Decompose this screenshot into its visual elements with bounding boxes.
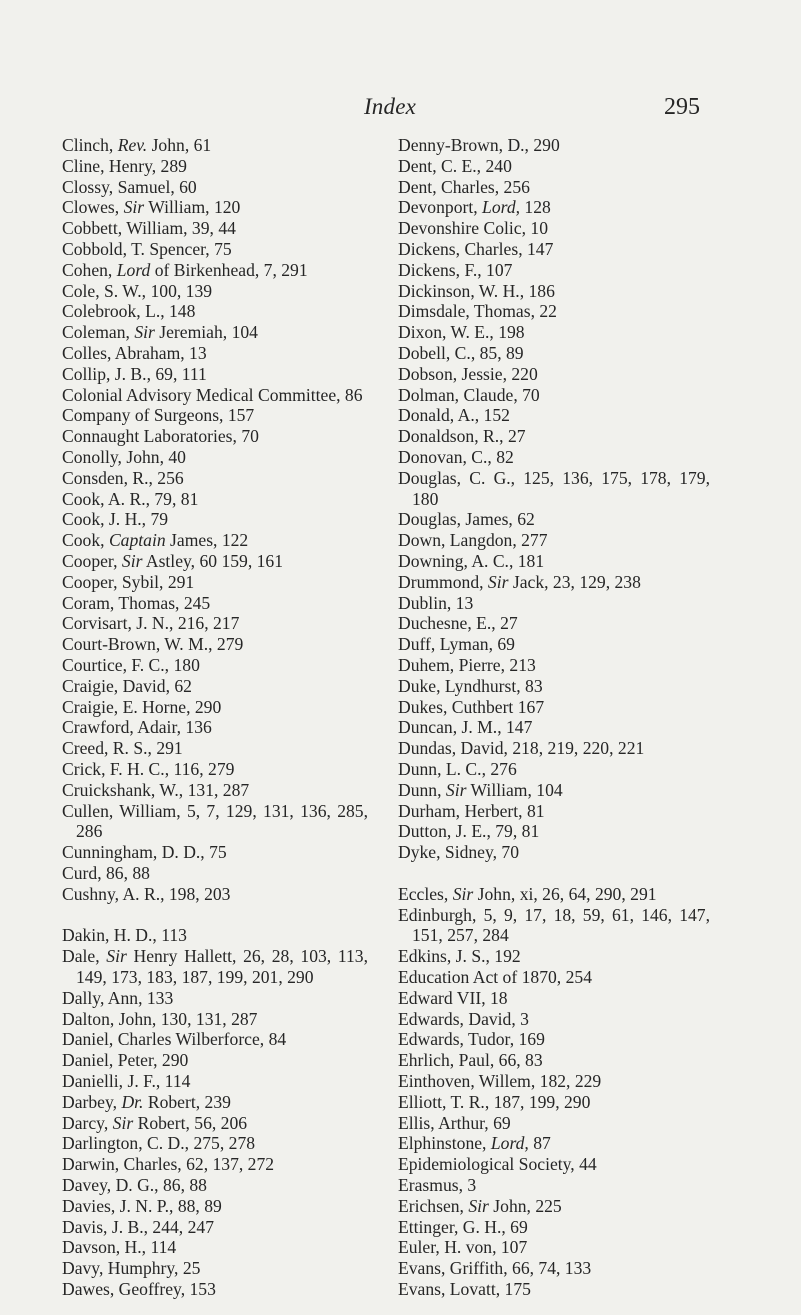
index-entry bbox=[62, 260, 368, 281]
index-entry bbox=[62, 1050, 368, 1071]
index-entry bbox=[398, 364, 710, 385]
entry-title: Dr. bbox=[121, 1091, 144, 1112]
entry-text: Dobell, C., 85, 89 bbox=[398, 342, 524, 363]
entry-text: Cooper, bbox=[62, 550, 122, 571]
entry-text-rest: Astley, 60 159, 161 bbox=[142, 550, 284, 571]
entry-text: Dawes, Geoffrey, 153 bbox=[62, 1279, 216, 1300]
entry-text: Craigie, David, 62 bbox=[62, 675, 192, 696]
index-entry bbox=[62, 634, 368, 655]
entry-text: Courtice, F. C., 180 bbox=[62, 654, 200, 675]
index-entry bbox=[62, 177, 368, 198]
entry-text-rest: John, 61 bbox=[147, 135, 212, 155]
index-entry bbox=[398, 1071, 710, 1092]
index-entry bbox=[62, 946, 368, 988]
index-entry bbox=[398, 1133, 710, 1154]
entry-text: Colles, Abraham, 13 bbox=[62, 342, 207, 363]
index-entry bbox=[62, 697, 368, 718]
entry-text: Coram, Thomas, 245 bbox=[62, 592, 211, 613]
index-entry bbox=[62, 717, 368, 738]
entry-text-rest: John, xi, 26, 64, 290, 291 bbox=[473, 883, 657, 904]
entry-text: Darbey, bbox=[62, 1091, 122, 1112]
entry-title: Sir bbox=[468, 1195, 489, 1216]
entry-text: Donaldson, R., 27 bbox=[398, 426, 526, 447]
entry-text: Dutton, J. E., 79, 81 bbox=[398, 821, 540, 842]
entry-title: Rev. bbox=[117, 135, 148, 155]
index-entry bbox=[398, 613, 710, 634]
index-entry bbox=[398, 1113, 710, 1134]
entry-text: Dent, Charles, 256 bbox=[398, 176, 530, 197]
index-entry bbox=[398, 572, 710, 593]
index-entry bbox=[398, 821, 710, 842]
index-entry bbox=[398, 260, 710, 281]
index-entry bbox=[62, 1092, 368, 1113]
entry-text: Dalton, John, 130, 131, 287 bbox=[62, 1008, 258, 1029]
index-entry bbox=[62, 156, 368, 177]
entry-title: Sir bbox=[487, 571, 509, 592]
index-entry bbox=[398, 905, 710, 947]
entry-text: Darcy, bbox=[62, 1112, 113, 1133]
entry-text: Dickens, F., 107 bbox=[398, 259, 513, 280]
entry-text: Company of Surgeons, 157 bbox=[62, 405, 255, 426]
index-entry bbox=[62, 863, 368, 884]
entry-text: Down, Langdon, 277 bbox=[398, 530, 548, 551]
entry-text: Cooper, Sybil, 291 bbox=[62, 571, 195, 592]
index-entry bbox=[62, 385, 368, 406]
entry-text: Devonport, bbox=[398, 197, 483, 218]
entry-text-rest: Henry Hallett, 26, 28, 103, 113, 149, 173, 183, 187, 199, 201, 290 bbox=[76, 946, 368, 988]
index-entry bbox=[62, 1175, 368, 1196]
index-entry bbox=[398, 135, 710, 156]
index-entry bbox=[62, 1009, 368, 1030]
entry-text: Dunn, bbox=[398, 779, 446, 800]
entry-text: Epidemiological Society, 44 bbox=[398, 1154, 597, 1175]
index-entry bbox=[62, 281, 368, 302]
index-entry bbox=[62, 655, 368, 676]
index-entry bbox=[62, 1154, 368, 1175]
index-entry bbox=[62, 468, 368, 489]
entry-text: Dally, Ann, 133 bbox=[62, 987, 174, 1008]
entry-text: Crick, F. H. C., 116, 279 bbox=[62, 758, 235, 779]
entry-text-rest: John, 225 bbox=[488, 1195, 562, 1216]
entry-text: Ellis, Arthur, 69 bbox=[398, 1112, 511, 1133]
index-entry bbox=[398, 426, 710, 447]
entry-text: Edkins, J. S., 192 bbox=[398, 946, 521, 967]
index-entry bbox=[62, 593, 368, 614]
index-entry bbox=[62, 364, 368, 385]
entry-title: Sir bbox=[121, 550, 143, 571]
index-entry bbox=[398, 218, 710, 239]
index-entry bbox=[398, 1009, 710, 1030]
index-entry bbox=[62, 1237, 368, 1258]
index-entry bbox=[62, 801, 368, 843]
entry-text: Cook, bbox=[62, 530, 109, 551]
entry-text: Dixon, W. E., 198 bbox=[398, 322, 525, 343]
entry-text: Clinch, bbox=[62, 135, 118, 155]
entry-text: Donald, A., 152 bbox=[398, 405, 510, 426]
entry-text: Clowes, bbox=[62, 197, 124, 218]
entry-text: Dickens, Charles, 147 bbox=[398, 238, 554, 259]
entry-text: Elliott, T. R., 187, 199, 290 bbox=[398, 1091, 591, 1112]
index-entry bbox=[398, 1050, 710, 1071]
index-entry bbox=[398, 1154, 710, 1175]
entry-text: Erichsen, bbox=[398, 1195, 469, 1216]
entry-text-rest: Robert, 56, 206 bbox=[133, 1112, 248, 1133]
entry-title: Sir bbox=[134, 322, 155, 343]
entry-title: Sir bbox=[112, 1112, 134, 1133]
entry-text: Edwards, David, 3 bbox=[398, 1008, 529, 1029]
entry-text: Cunningham, D. D., 75 bbox=[62, 842, 227, 863]
entry-text: Corvisart, J. N., 216, 217 bbox=[62, 613, 240, 634]
index-column-left bbox=[62, 135, 368, 1300]
entry-text: Eccles, bbox=[398, 883, 453, 904]
entry-text: Davey, D. G., 86, 88 bbox=[62, 1175, 207, 1196]
index-entry bbox=[62, 322, 368, 343]
entry-text: Durham, Herbert, 81 bbox=[398, 800, 545, 821]
entry-text: Davy, Humphry, 25 bbox=[62, 1258, 201, 1279]
entry-text: Euler, H. von, 107 bbox=[398, 1237, 528, 1258]
entry-title: Lord bbox=[116, 259, 151, 280]
letter-group-gap bbox=[398, 863, 710, 884]
entry-text: Consden, R., 256 bbox=[62, 467, 184, 488]
entry-text: Duchesne, E., 27 bbox=[398, 613, 518, 634]
index-entry bbox=[62, 239, 368, 260]
entry-text: Edward VII, 18 bbox=[398, 987, 508, 1008]
index-entry bbox=[398, 697, 710, 718]
entry-text: Erasmus, 3 bbox=[398, 1175, 477, 1196]
index-entry bbox=[62, 1113, 368, 1134]
index-entry bbox=[398, 1279, 710, 1300]
index-entry bbox=[62, 447, 368, 468]
index-entry bbox=[398, 405, 710, 426]
entry-text: Cobbold, T. Spencer, 75 bbox=[62, 238, 232, 259]
index-entry bbox=[398, 343, 710, 364]
entry-text: Curd, 86, 88 bbox=[62, 862, 150, 883]
entry-text: Elphinstone, bbox=[398, 1133, 491, 1154]
index-entry bbox=[62, 738, 368, 759]
entry-text: Dolman, Claude, 70 bbox=[398, 384, 540, 405]
entry-text: Evans, Griffith, 66, 74, 133 bbox=[398, 1258, 592, 1279]
entry-text-rest: Jeremiah, 104 bbox=[154, 322, 258, 343]
index-entry bbox=[398, 447, 710, 468]
entry-text: Duhem, Pierre, 213 bbox=[398, 654, 536, 675]
entry-text: Dublin, 13 bbox=[398, 592, 474, 613]
entry-text: Conolly, John, 40 bbox=[62, 446, 186, 467]
index-entry bbox=[398, 1258, 710, 1279]
entry-title: Captain bbox=[108, 530, 166, 551]
entry-text: Duncan, J. M., 147 bbox=[398, 717, 533, 738]
index-entry bbox=[398, 884, 710, 905]
index-entry bbox=[62, 530, 368, 551]
entry-text-rest: 87 bbox=[528, 1133, 551, 1154]
entry-text: Craigie, E. Horne, 290 bbox=[62, 696, 222, 717]
entry-text: Dundas, David, 218, 219, 220, 221 bbox=[398, 738, 645, 759]
index-entry bbox=[398, 1092, 710, 1113]
index-entry bbox=[62, 925, 368, 946]
entry-text: Cushny, A. R., 198, 203 bbox=[62, 883, 231, 904]
entry-text-rest: Jack, 23, 129, 238 bbox=[508, 571, 641, 592]
index-entry bbox=[62, 1029, 368, 1050]
letter-group-gap bbox=[62, 904, 368, 925]
entry-text: Davis, J. B., 244, 247 bbox=[62, 1216, 214, 1237]
entry-text: Dukes, Cuthbert 167 bbox=[398, 696, 545, 717]
entry-text: Dakin, H. D., 113 bbox=[62, 925, 187, 946]
index-entry bbox=[398, 717, 710, 738]
index-entry bbox=[398, 676, 710, 697]
index-entry bbox=[398, 301, 710, 322]
entry-title: Sir bbox=[445, 779, 467, 800]
entry-text: Evans, Lovatt, 175 bbox=[398, 1279, 531, 1300]
index-entry bbox=[398, 842, 710, 863]
entry-title: Sir bbox=[106, 946, 127, 967]
index-entry bbox=[398, 468, 710, 510]
index-entry bbox=[62, 405, 368, 426]
index-entry bbox=[62, 301, 368, 322]
entry-text: Duff, Lyman, 69 bbox=[398, 634, 515, 655]
index-entry bbox=[398, 197, 710, 218]
index-entry bbox=[62, 613, 368, 634]
entry-text: Edwards, Tudor, 169 bbox=[398, 1029, 545, 1050]
index-entry bbox=[62, 884, 368, 905]
entry-text: Collip, J. B., 69, 111 bbox=[62, 363, 207, 384]
index-entry bbox=[398, 239, 710, 260]
index-entry bbox=[62, 135, 368, 156]
entry-text-rest: James, 122 bbox=[165, 530, 249, 551]
index-entry bbox=[398, 593, 710, 614]
entry-title: Lord, bbox=[490, 1133, 529, 1154]
entry-text: Drummond, bbox=[398, 571, 488, 592]
entry-text: Davies, J. N. P., 88, 89 bbox=[62, 1195, 222, 1216]
entry-text: Cole, S. W., 100, 139 bbox=[62, 280, 213, 301]
index-entry bbox=[398, 530, 710, 551]
entry-text: Denny-Brown, D., 290 bbox=[398, 135, 560, 155]
entry-text-rest: William, 120 bbox=[144, 197, 241, 218]
index-column-right bbox=[398, 135, 710, 1300]
index-entry bbox=[398, 780, 710, 801]
entry-text: Einthoven, Willem, 182, 229 bbox=[398, 1071, 602, 1092]
entry-text: Connaught Laboratories, 70 bbox=[62, 426, 259, 447]
entry-title: Sir bbox=[123, 197, 145, 218]
index-entry bbox=[398, 738, 710, 759]
page-number: 295 bbox=[664, 94, 700, 120]
entry-text-rest: William, 104 bbox=[466, 779, 563, 800]
entry-text: Ehrlich, Paul, 66, 83 bbox=[398, 1050, 543, 1071]
index-entry bbox=[398, 551, 710, 572]
entry-text: Coleman, bbox=[62, 322, 135, 343]
index-entry bbox=[398, 1217, 710, 1238]
index-entry bbox=[398, 156, 710, 177]
index-entry bbox=[62, 572, 368, 593]
index-entry bbox=[398, 1175, 710, 1196]
entry-text: Dyke, Sidney, 70 bbox=[398, 842, 520, 863]
index-entry bbox=[62, 1133, 368, 1154]
index-entry bbox=[62, 988, 368, 1009]
entry-text: Daniel, Charles Wilberforce, 84 bbox=[62, 1029, 287, 1050]
entry-text: Edinburgh, 5, 9, 17, 18, 59, 61, 146, 147, 151, 257, 284 bbox=[398, 904, 710, 946]
entry-text: Colebrook, L., 148 bbox=[62, 301, 196, 322]
running-head: Index bbox=[363, 94, 417, 119]
entry-text: Cobbett, William, 39, 44 bbox=[62, 218, 236, 239]
index-entry bbox=[398, 385, 710, 406]
index-entry bbox=[62, 218, 368, 239]
entry-text: Darwin, Charles, 62, 137, 272 bbox=[62, 1154, 275, 1175]
entry-text: Crawford, Adair, 136 bbox=[62, 717, 212, 738]
entry-text-rest: Robert, 239 bbox=[143, 1091, 231, 1112]
entry-text: Dimsdale, Thomas, 22 bbox=[398, 301, 557, 322]
index-entry bbox=[62, 1217, 368, 1238]
index-entry bbox=[398, 946, 710, 967]
index-entry bbox=[398, 1196, 710, 1217]
index-entry bbox=[62, 1071, 368, 1092]
index-entry bbox=[398, 988, 710, 1009]
entry-text: Cook, J. H., 79 bbox=[62, 509, 169, 530]
index-entry bbox=[398, 967, 710, 988]
entry-text: Creed, R. S., 291 bbox=[62, 738, 183, 759]
index-entry bbox=[62, 551, 368, 572]
index-entry bbox=[398, 801, 710, 822]
index-entry bbox=[398, 1237, 710, 1258]
entry-text: Cohen, bbox=[62, 259, 117, 280]
entry-text: Dobson, Jessie, 220 bbox=[398, 363, 538, 384]
index-entry bbox=[398, 177, 710, 198]
entry-text: Dent, C. E., 240 bbox=[398, 155, 512, 176]
entry-text: Colonial Advisory Medical Committee, 86 bbox=[62, 384, 363, 405]
index-entry bbox=[398, 759, 710, 780]
entry-text: Douglas, C. G., 125, 136, 175, 178, 179, 180 bbox=[398, 467, 710, 509]
index-entry bbox=[62, 509, 368, 530]
index-entry bbox=[62, 489, 368, 510]
index-entry bbox=[398, 281, 710, 302]
index-entry bbox=[62, 343, 368, 364]
index-entry bbox=[398, 655, 710, 676]
entry-text: Donovan, C., 82 bbox=[398, 446, 514, 467]
entry-text: Davson, H., 114 bbox=[62, 1237, 177, 1258]
index-entry bbox=[62, 780, 368, 801]
entry-text: Dunn, L. C., 276 bbox=[398, 758, 517, 779]
entry-text: Douglas, James, 62 bbox=[398, 509, 535, 530]
entry-text: Ettinger, G. H., 69 bbox=[398, 1216, 528, 1237]
index-entry bbox=[62, 842, 368, 863]
entry-text: Downing, A. C., 181 bbox=[398, 550, 545, 571]
index-entry bbox=[62, 426, 368, 447]
index-entry bbox=[62, 759, 368, 780]
entry-text: Clossy, Samuel, 60 bbox=[62, 176, 197, 197]
entry-text: Cruickshank, W., 131, 287 bbox=[62, 779, 250, 800]
index-entry bbox=[62, 1279, 368, 1300]
index-entry bbox=[398, 634, 710, 655]
entry-text: Danielli, J. F., 114 bbox=[62, 1071, 191, 1092]
entry-text: Dickinson, W. H., 186 bbox=[398, 280, 555, 301]
entry-text: Dale, bbox=[62, 946, 107, 967]
index-entry bbox=[398, 509, 710, 530]
index-entry bbox=[398, 1029, 710, 1050]
index-entry bbox=[62, 1258, 368, 1279]
index-entry bbox=[62, 197, 368, 218]
index-entry bbox=[398, 322, 710, 343]
entry-text: Cline, Henry, 289 bbox=[62, 155, 187, 176]
index-entry bbox=[62, 1196, 368, 1217]
entry-text-rest: of Birkenhead, 7, 291 bbox=[150, 259, 308, 280]
entry-title: Sir bbox=[452, 883, 474, 904]
index-entry bbox=[62, 676, 368, 697]
entry-text: Education Act of 1870, 254 bbox=[398, 967, 592, 988]
entry-text: Court-Brown, W. M., 279 bbox=[62, 634, 244, 655]
entry-title: Lord, bbox=[482, 197, 521, 218]
entry-text: Cook, A. R., 79, 81 bbox=[62, 488, 199, 509]
entry-text: Devonshire Colic, 10 bbox=[398, 218, 549, 239]
entry-text: Cullen, William, 5, 7, 129, 131, 136, 285, 286 bbox=[62, 800, 368, 842]
entry-text: Daniel, Peter, 290 bbox=[62, 1050, 189, 1071]
entry-text: Duke, Lyndhurst, 83 bbox=[398, 675, 543, 696]
entry-text: Darlington, C. D., 275, 278 bbox=[62, 1133, 256, 1154]
entry-text-rest: 128 bbox=[520, 197, 551, 218]
